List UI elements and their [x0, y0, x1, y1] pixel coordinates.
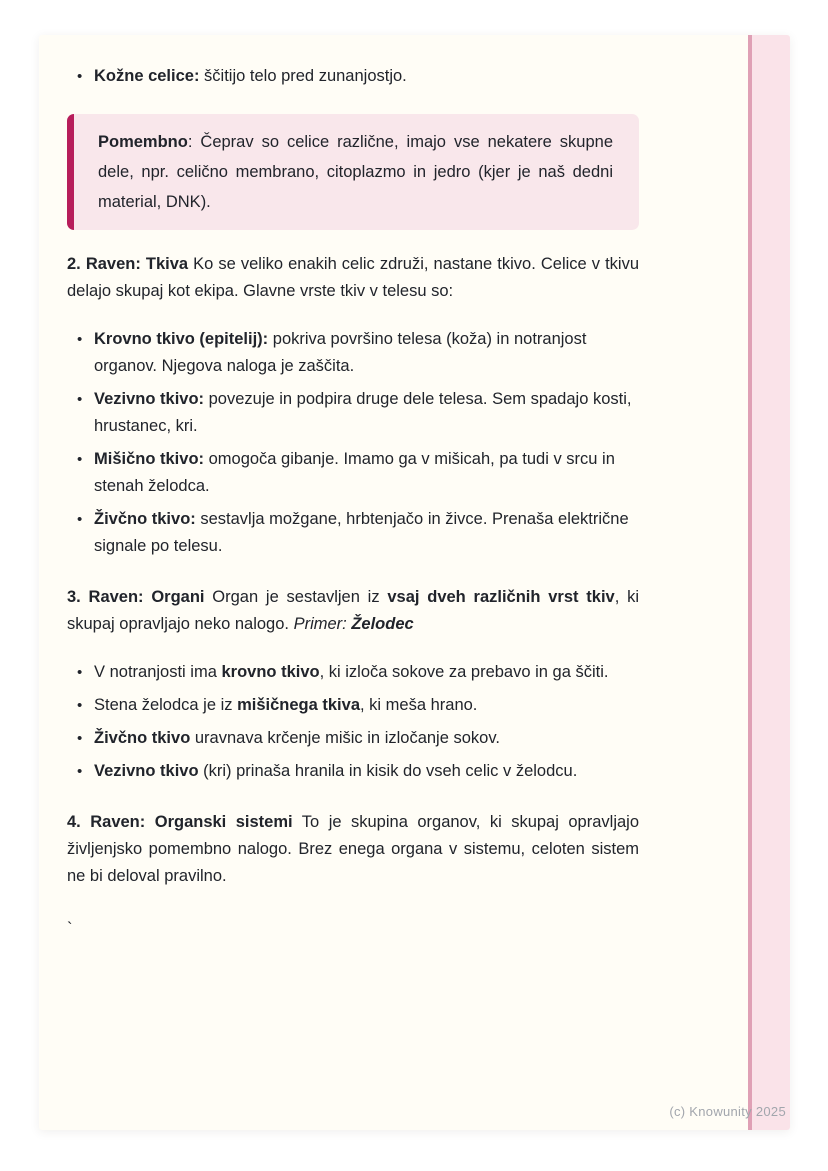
intro-list [67, 63, 639, 90]
document-page [39, 35, 790, 1130]
list-item [67, 692, 639, 719]
list-item [67, 63, 639, 90]
section-body: , ki skupaj opravljajo neko nalogo. [67, 588, 639, 633]
organ-list [67, 659, 639, 785]
term-description: ščitijo telo pred zunanjostjo. [199, 67, 407, 85]
term-label: Vezivno tkivo: [94, 390, 205, 408]
term-label: Živčno tkivo: [94, 510, 196, 528]
term-label: mišičnega tkiva [237, 696, 360, 714]
list-item [67, 386, 639, 440]
callout-important [67, 114, 639, 230]
section-body: Ko se veliko enakih celic združi, nastane tkivo. Celice v tkivu delajo skupaj kot ekipa. Glavne vrste tkiv v telesu so: [67, 255, 640, 300]
callout-label: Pomembno [98, 133, 188, 151]
bullet-icon: • [77, 391, 83, 408]
page-edge-strip [748, 35, 790, 1130]
list-item [67, 506, 639, 560]
example-label: Primer: [293, 615, 352, 633]
tissue-list [67, 326, 639, 560]
item-pre: Stena želodca je iz [94, 696, 238, 714]
list-item-text [94, 446, 639, 500]
bullet-icon: • [77, 763, 83, 780]
term-description: (kri) prinaša hranila in kisik do vseh celic v želodcu. [198, 762, 578, 780]
term-label: Vezivno tkivo [94, 762, 199, 780]
bullet-icon: • [77, 664, 83, 681]
paragraph-level3-organi [67, 584, 639, 638]
term-label: Mišično tkivo: [94, 450, 205, 468]
term-description: omogoča gibanje. Imamo ga v mišicah, pa tudi v srcu in stenah želodca. [94, 450, 615, 495]
list-item-text [94, 63, 639, 90]
list-item [67, 725, 639, 752]
list-item [67, 326, 639, 380]
list-item [67, 446, 639, 500]
stray-character: ` [67, 920, 73, 938]
term-description: povezuje in podpira druge dele telesa. Sem spadajo kosti, hrustanec, kri. [94, 390, 632, 435]
section-heading: 2. Raven: Tkiva [67, 255, 189, 273]
copyright-note: (c) Knowunity 2025 [669, 1104, 786, 1119]
term-label: krovno tkivo [221, 663, 320, 681]
paragraph-level4-organski-sistemi [67, 809, 639, 890]
paragraph-level2-tkiva [67, 251, 639, 305]
list-item-text [94, 725, 639, 752]
section-body: Organ je sestavljen iz [204, 588, 388, 606]
example-term: Želodec [351, 615, 414, 633]
term-description: uravnava krčenje mišic in izločanje sokov. [190, 729, 500, 747]
bullet-icon: • [77, 730, 83, 747]
bullet-icon: • [77, 697, 83, 714]
bullet-icon: • [77, 511, 83, 528]
bullet-icon: • [77, 331, 83, 348]
list-item-text [94, 659, 639, 686]
term-label: Živčno tkivo [94, 729, 191, 747]
item-pre: V notranjosti ima [94, 663, 222, 681]
section-body: To je skupina organov, ki skupaj opravljajo življenjsko pomembno nalogo. Brez enega organa v sistemu, celoten sistem ne bi deloval pravilno. [67, 813, 639, 885]
list-item [67, 758, 639, 785]
list-item-text [94, 386, 639, 440]
term-label: Kožne celice: [94, 67, 200, 85]
list-item-text [94, 758, 639, 785]
list-item [67, 659, 639, 686]
emphasized-text: vsaj dveh različnih vrst tkiv [387, 588, 615, 606]
callout-text: : Čeprav so celice različne, imajo vse nekatere skupne dele, npr. celično membrano, citoplazmo in jedro (kjer je naš dedni material, DNK). [98, 133, 613, 211]
term-description: pokriva površino telesa (koža) in notranjost organov. Njegova naloga je zaščita. [94, 330, 587, 375]
list-item-text [94, 506, 639, 560]
term-description: , ki izloča sokove za prebavo in ga ščiti. [319, 663, 609, 681]
list-item-text [94, 692, 639, 719]
bullet-icon: • [77, 451, 83, 468]
term-label: Krovno tkivo (epitelij): [94, 330, 269, 348]
document-content [67, 35, 639, 943]
list-item-text [94, 326, 639, 380]
term-description: sestavlja možgane, hrbtenjačo in živce. Prenaša električne signale po telesu. [94, 510, 629, 555]
term-description: , ki meša hrano. [360, 696, 478, 714]
bullet-icon: • [77, 68, 83, 85]
section-heading: 4. Raven: Organski sistemi [67, 813, 293, 831]
section-heading: 3. Raven: Organi [67, 588, 205, 606]
